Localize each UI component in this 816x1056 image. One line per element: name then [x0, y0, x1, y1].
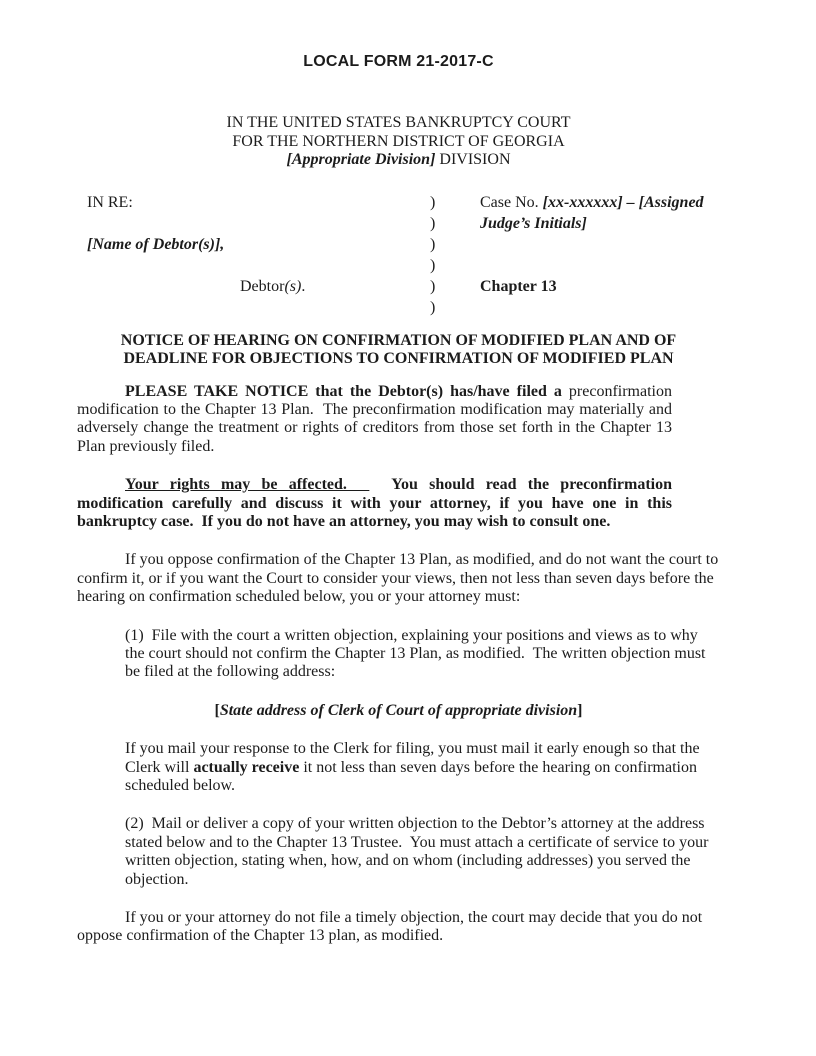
- caption-paren: ): [430, 193, 436, 211]
- case-number-line2: Judge’s Initials]: [480, 214, 587, 232]
- division-placeholder: [Appropriate Division]: [286, 151, 436, 168]
- case-no-label: Case No.: [480, 193, 543, 211]
- case-no-placeholder: [xx-xxxxxx] – [Assigned: [542, 193, 704, 211]
- please-take-notice-paragraph: [77, 383, 672, 457]
- caption-paren: ): [430, 214, 436, 232]
- in-re-label: IN RE:: [87, 193, 133, 211]
- mail-bold-phrase: actually receive: [193, 758, 300, 776]
- objection-item-1: (1) File with the court a written objection, explaining your positions and views as to why the court should not confirm the Chapter 13 Plan, as modified. The written objection must be filed at the following address:: [125, 626, 706, 681]
- debtor-name-placeholder: [Name of Debtor(s)],: [87, 235, 225, 253]
- court-name-line2: FOR THE NORTHERN DISTRICT OF GEORGIA: [232, 132, 565, 150]
- notice-title: [77, 332, 720, 369]
- rights-rest: You should read the preconfirmation modification carefully and discuss it with your attorney, if you have one in this bankruptcy case. If you do not have an attorney, you may wish to consult one.: [77, 476, 672, 530]
- court-header: [77, 114, 720, 170]
- oppose-paragraph: If you oppose confirmation of the Chapter 13 Plan, as modified, and do not want the court to confirm it, or if you want the Court to consider your views, then not less than seven days before the hearing on confirmation scheduled below, you or your attorney must:: [77, 551, 719, 606]
- caption-blank-line: [480, 297, 720, 318]
- division-word: DIVISION: [435, 151, 511, 168]
- caption-paren-column: [430, 192, 480, 318]
- caption-blank-line: [480, 255, 720, 276]
- objection-item-2: (2) Mail or deliver a copy of your written objection to the Debtor’s attorney at the address stated below and to the Chapter 13 Trustee. You must attach a certificate of service to your written objection, stating when, how, and on whom (including addresses) you served the objection.: [125, 815, 709, 888]
- rights-underlined: Your rights may be affected.: [125, 476, 370, 494]
- caption-paren: ): [430, 277, 436, 295]
- address-placeholder-text: State address of Clerk of Court of appropriate division: [219, 701, 578, 719]
- caption-right-column: [480, 192, 720, 318]
- caption-left-column: [87, 192, 430, 318]
- address-close-bracket: ]: [577, 701, 583, 719]
- caption-blank-line: [87, 297, 430, 318]
- caption-paren: ): [430, 256, 436, 274]
- closing-paragraph: If you or your attorney do not file a timely objection, the court may decide that you do not oppose confirmation of the Chapter 13 plan, as modified.: [77, 909, 703, 945]
- debtor-period: .: [301, 277, 306, 295]
- caption-paren: ): [430, 235, 436, 253]
- debtor-label: [87, 276, 430, 297]
- rights-paragraph: [77, 476, 672, 531]
- court-division-line: [77, 151, 720, 170]
- notice-title-line1: NOTICE OF HEARING ON CONFIRMATION OF MODIFIED PLAN AND OF: [120, 331, 677, 349]
- court-name-line1: IN THE UNITED STATES BANKRUPTCY COURT: [226, 114, 571, 131]
- caption-blank-line: [87, 255, 430, 276]
- address-open-bracket: [: [214, 701, 220, 719]
- caption-blank-line: [87, 213, 430, 234]
- notice-lead-bold: PLEASE TAKE NOTICE that the Debtor(s) has/have filed a: [125, 382, 569, 400]
- clerk-address-placeholder: [77, 702, 720, 720]
- debtor-s-italic: (s): [284, 277, 302, 295]
- case-caption: [87, 192, 720, 318]
- form-number: LOCAL FORM 21-2017-C: [303, 53, 494, 70]
- chapter-label: Chapter 13: [480, 277, 557, 295]
- caption-blank-line: [480, 234, 720, 255]
- mail-post: it not less than seven days before the hearing on confirmation scheduled below.: [125, 758, 697, 794]
- mail-response-paragraph: [125, 740, 720, 795]
- caption-paren: ): [430, 298, 436, 316]
- mail-pre: If you mail your response to the Clerk for filing, you must mail it early enough so that the Clerk will: [125, 740, 700, 776]
- debtor-word: Debtor: [240, 277, 285, 295]
- notice-lead-rest: preconfirmation modification to the Chapter 13 Plan. The preconfirmation modification may materially and adversely change the treatment or rights of creditors from those set forth in the Chapter 13 Plan previously filed.: [77, 382, 672, 455]
- case-number-line1: [480, 192, 720, 213]
- notice-title-line2: DEADLINE FOR OBJECTIONS TO CONFIRMATION OF MODIFIED PLAN: [123, 350, 674, 367]
